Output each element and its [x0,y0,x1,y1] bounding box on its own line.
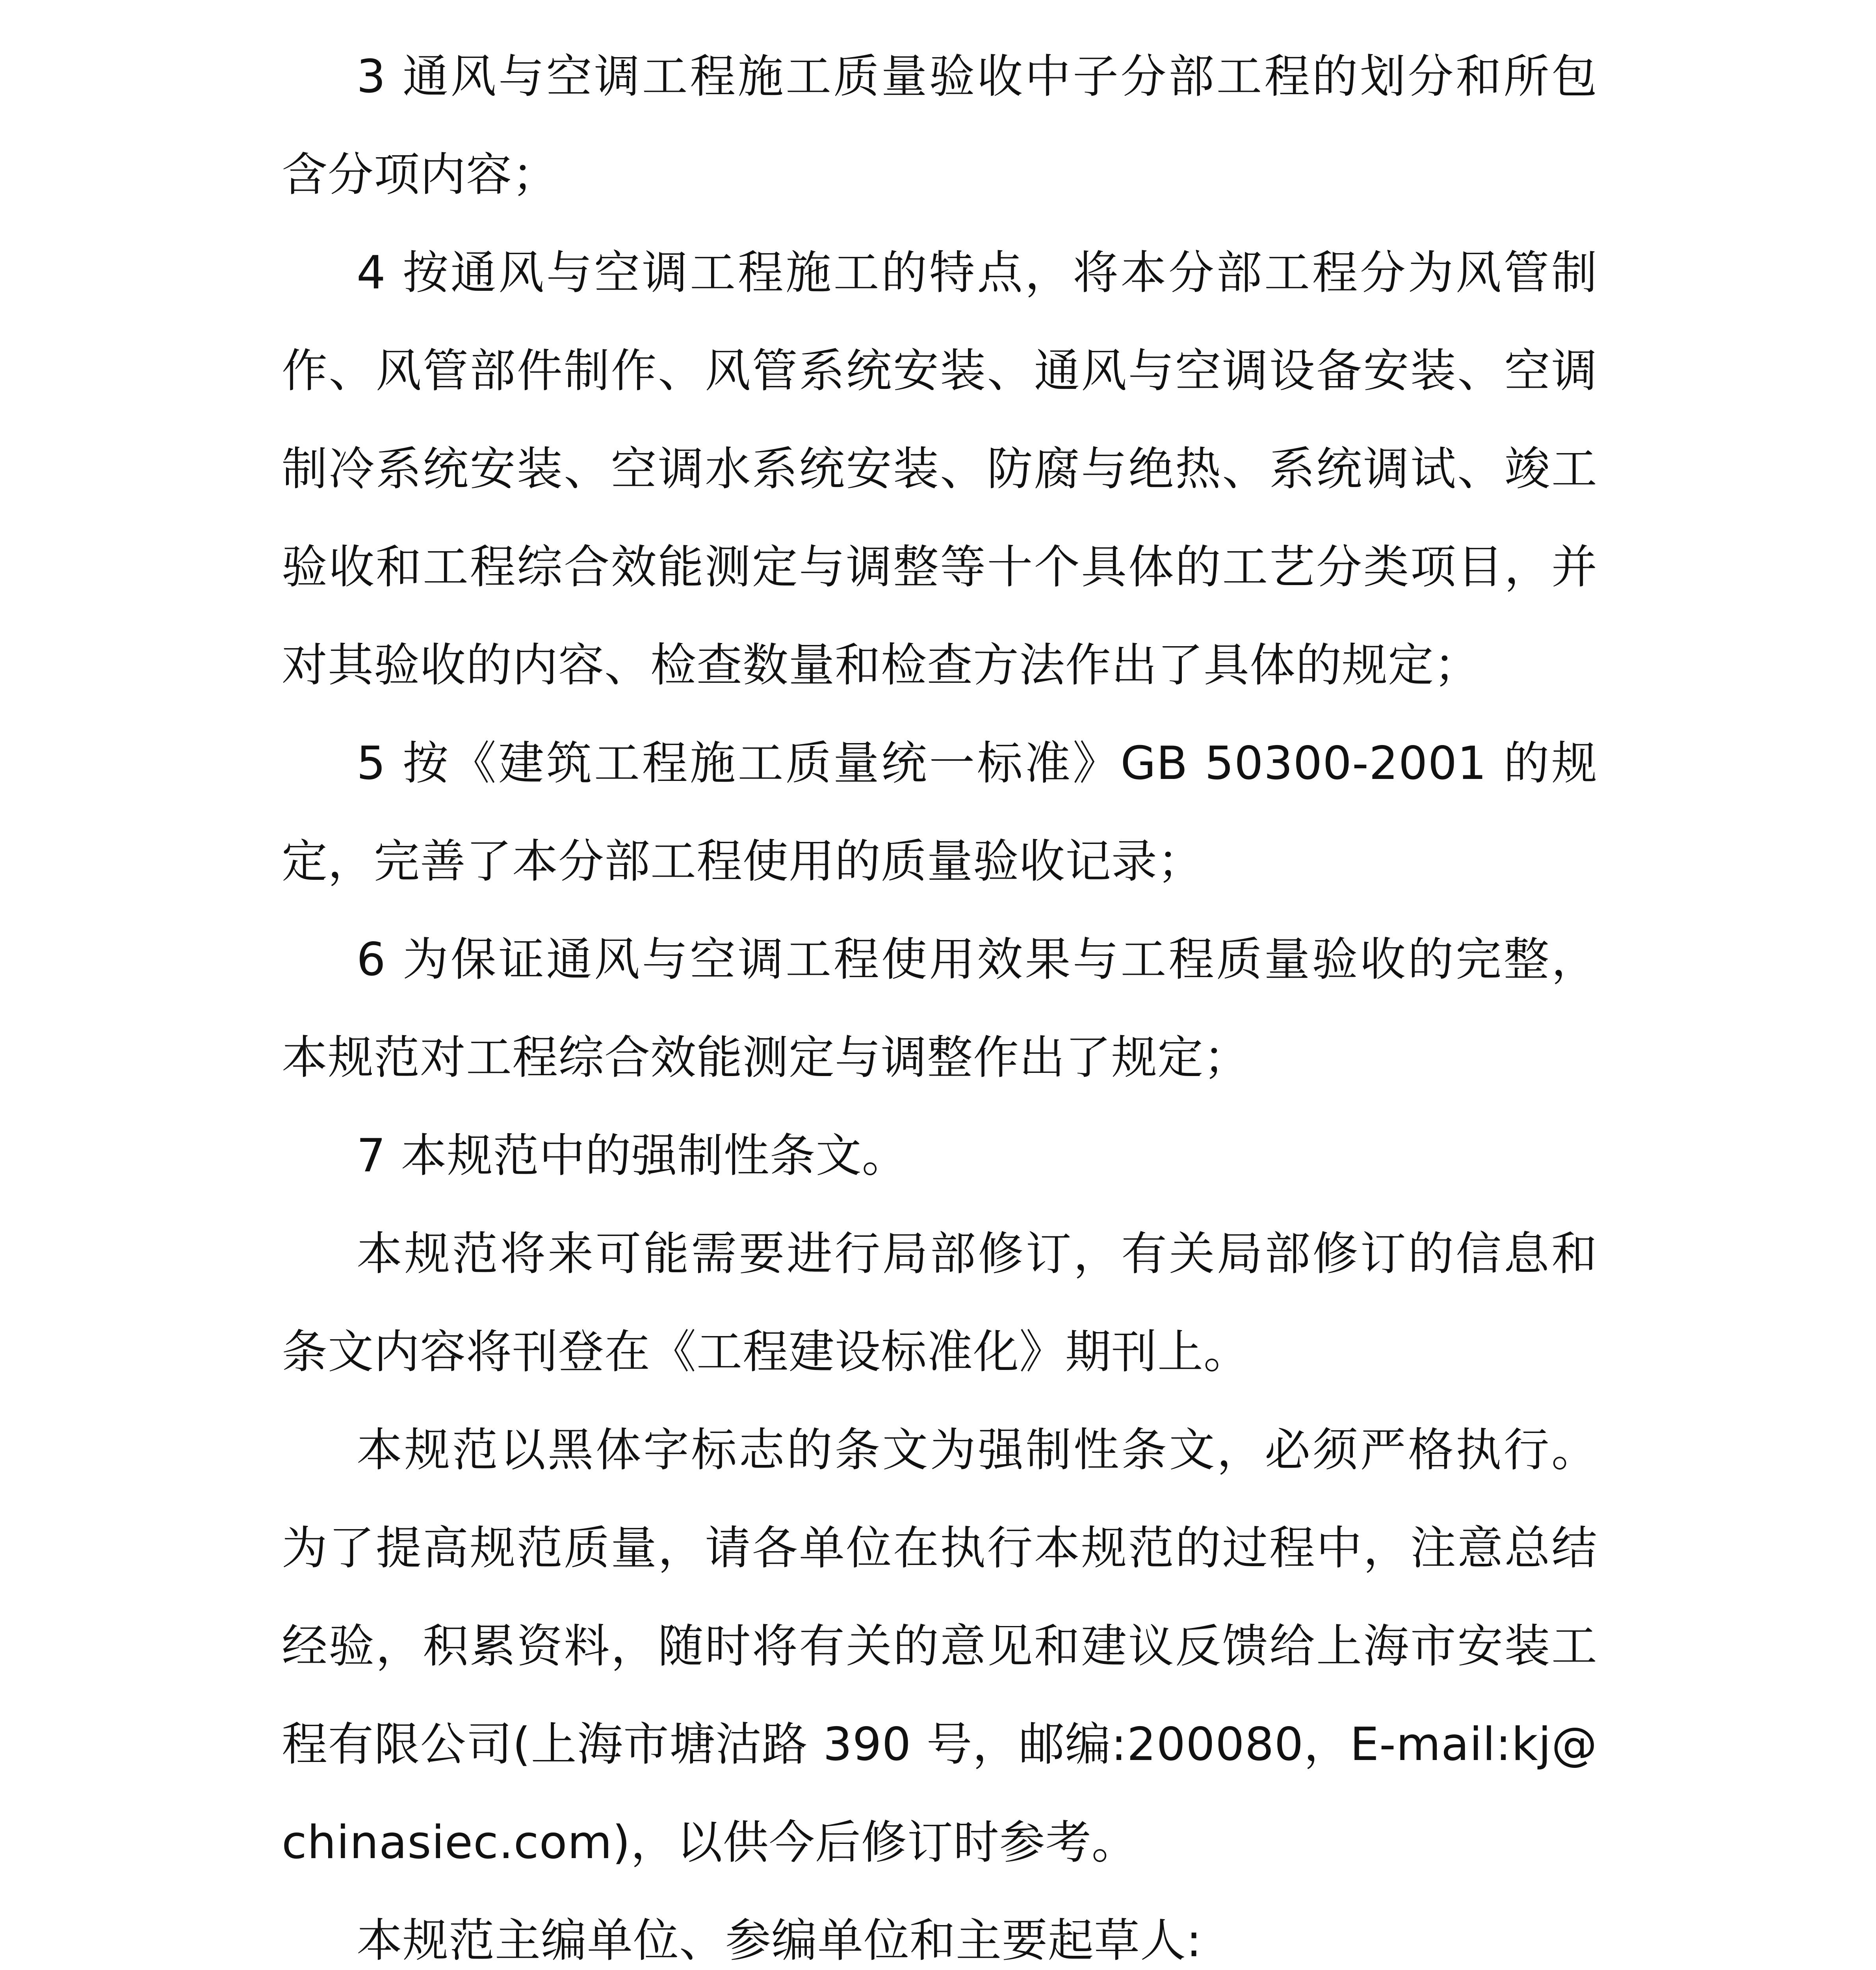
paragraph-item-5: 5 按《建筑工程施工质量统一标准》GB 50300-2001 的规定，完善了本分部工程使用的质量验收记录； [282,737,1597,888]
paragraph-revision-notice: 本规范将来可能需要进行局部修订，有关局部修订的信息和条文内容将刊登在《工程建设标准化》期刊上。 [282,1227,1597,1379]
paragraph-item-3: 3 通风与空调工程施工质量验收中子分部工程的划分和所包含分项内容； [282,50,1597,201]
paragraph-item-6: 6 为保证通风与空调工程使用效果与工程质量验收的完整，本规范对工程综合效能测定与调整作出了规定； [282,933,1597,1084]
paragraph-drafting-units-heading: 本规范主编单位、参编单位和主要起草人: [357,1914,1202,1967]
paragraph-mandatory-clauses: 本规范以黑体字标志的条文为强制性条文，必须严格执行。为了提高规范质量，请各单位在执行本规范的过程中，注意总结经验，积累资料，随时将有关的意见和建议反馈给上海市安装工程有限公司(上海市塘沽路 390 号，邮编:200080，E-mail:kj@chinasiec.com)，以供今后修订时参考。 [282,1424,1597,1869]
paragraph-item-7: 7 本规范中的强制性条文。 [357,1129,908,1182]
paragraph-item-4: 4 按通风与空调工程施工的特点，将本分部工程分为风管制作、风管部件制作、风管系统安装、通风与空调设备安装、空调制冷系统安装、空调水系统安装、防腐与绝热、系统调试、竣工验收和工程综合效能测定与调整等十个具体的工艺分类项目，并对其验收的内容、检查数量和检查方法作出了具体的规定； [282,246,1597,692]
document-body [282,28,1597,1970]
